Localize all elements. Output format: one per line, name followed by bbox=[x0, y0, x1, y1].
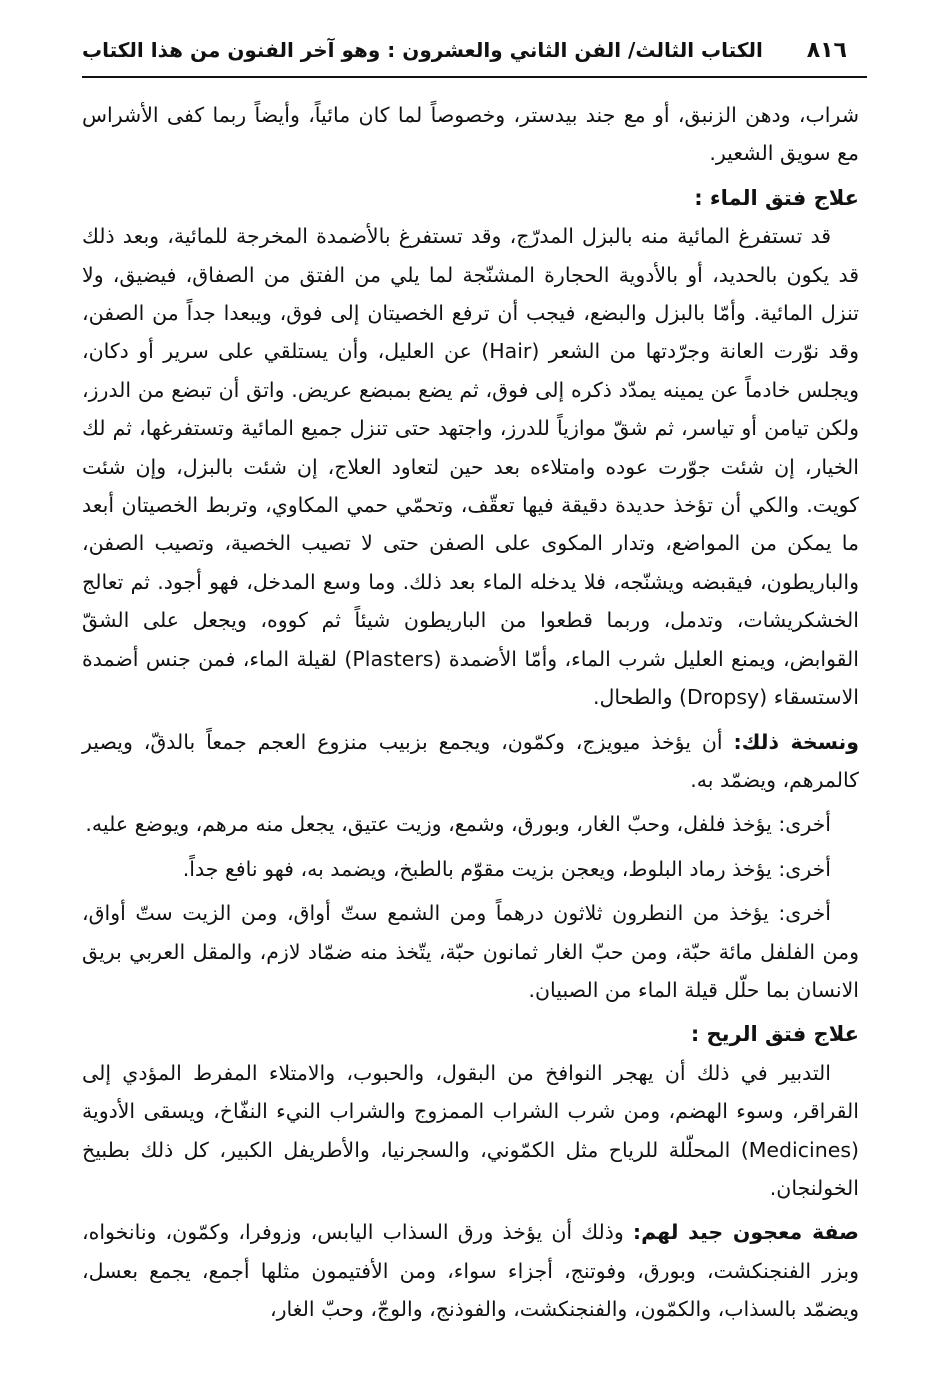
paragraph-wind-hernia-treatment: التدبير في ذلك أن يهجر النوافخ من البقول، والحبوب، والامتلاء المفرط المؤدي إلى القراقر، وسوء الهضم، ومن شرب الشراب الممزوج والشراب النيء النفّاخ، ويسقى الأدوية (Medicines) المحلّلة للرياح مثل الكمّوني، والسجرنيا، والأطريفل الكبير، كل ذلك بطبيخ الخولنجان. bbox=[82, 1060, 859, 1200]
paragraph-recipe bbox=[82, 723, 859, 800]
recipe-text: أن يؤخذ ميويزج، وكمّون، ويجمع بزبيب منزوع العجم جمعاً بالدقّ، ويصير كالمرهم، ويضمّد به. bbox=[82, 729, 859, 792]
paragraph-other-2: أخرى: يؤخذ رماد البلوط، ويعجن بزيت مقوّم بالطبخ، ويضمد به، فهو نافع جداً. bbox=[182, 856, 831, 881]
electuary-lead: صفة معجون جيد لهم: bbox=[632, 1220, 859, 1245]
running-title: الكتاب الثالث/ الفن الثاني والعشرون : وهو آخر الفنون من هذا الكتاب bbox=[82, 38, 763, 62]
page-body bbox=[82, 96, 859, 1329]
paragraph-water-hernia-treatment: قد تستفرغ المائية منه بالبزل المدرّج، وقد تستفرغ بالأضمدة المخرجة للمائية، وبعد ذلك قد يكون بالحديد، أو بالأدوية الحجارة المشنّجة لما يلي من الفتق من الصفاق، فيضيق، ولا تنزل المائية. وأمّا بالبزل والبضع، فيجب أن ترفع الخصيتان إلى فوق، ويبعدا جداً من الصفن، وقد نوّرت العانة وجرّدتها من الشعر (Hair) عن العليل، وأن يستلقي على سرير أو دكان، ويجلس خادماً عن يمينه يمدّد ذكره إلى فوق، ثم يضع بمبضع عريض. واتق أن تبضع من الدرز، ولكن تيامن أو تياسر، ثم شقّ موازياً للدرز، واجتهد حتى تنزل جميع المائية وتستفرغها، ثم لك الخيار، إن شئت جوّرت عوده وامتلاءه بعد حين لتعاود العلاج، إن شئت بالبزل، وإن شئت كويت. والكي أن تؤخذ حديدة دقيقة فيها تعقّف، وتحمّي حمي المكاوي، وتربط الخصيتان أبعد ما يمكن من المواضع، وتدار المكوى على الصفن حتى لا تصيب الخصية، وتصيب الصفن، والباريطون، فيقبضه ويشنّجه، فلا يدخله الماء بعد ذلك. وما وسع المدخل، فهو أجود. ثم تعالج الخشكريشات، وتدمل، وربما قطعوا من الباريطون شيئاً ثم كووه، ويجعل على الشقّ القوابض، ويمنع العليل شرب الماء، وأمّا الأضمدة (Plasters) لقيلة الماء، فمن جنس أضمدة الاستسقاء (Dropsy) والطحال. bbox=[82, 224, 859, 710]
section-heading-water-hernia: علاج فتق الماء : bbox=[694, 185, 859, 210]
paragraph-continuation: شراب، ودهن الزنبق، أو مع جند بيدستر، وخصوصاً لما كان مائياً، وأيضاً ربما كفى الأشراس مع سويق الشعير. bbox=[82, 103, 859, 166]
paragraph-other-1: أخرى: يؤخذ فلفل، وحبّ الغار، وبورق، وشمع، وزيت عتيق، يجعل منه مرهم، ويوضع عليه. bbox=[85, 812, 831, 837]
paragraph-other-3: أخرى: يؤخذ من النطرون ثلاثون درهماً ومن الشمع ستّ أواق، ومن الزيت ستّ أواق، ومن الفلفل مائة حبّة، ومن حبّ الغار ثمانون حبّة، يتّخذ منه ضمّاد لازم، والمقل العربي بريق الانسان بما حلّل قيلة الماء من الصبيان. bbox=[82, 901, 859, 1002]
page-number: ٨١٦ bbox=[806, 37, 847, 63]
header-divider bbox=[82, 76, 867, 78]
paragraph-electuary bbox=[82, 1213, 859, 1328]
page-header bbox=[82, 28, 847, 72]
section-heading-wind-hernia: علاج فتق الريح : bbox=[690, 1022, 859, 1047]
recipe-lead: ونسخة ذلك: bbox=[733, 729, 859, 754]
electuary-text: وذلك أن يؤخذ ورق السذاب اليابس، وزوفرا، وكمّون، ونانخواه، وبزر الفنجنكشت، وبورق، وفوتنج، أجزاء سواء، ومن الأفتيمون مثلها أجمع، يجمع بعسل، ويضمّد بالسذاب، والكمّون، والفنجنكشت، والفوذنج، والوجّ، وحبّ الغار، bbox=[82, 1220, 859, 1322]
